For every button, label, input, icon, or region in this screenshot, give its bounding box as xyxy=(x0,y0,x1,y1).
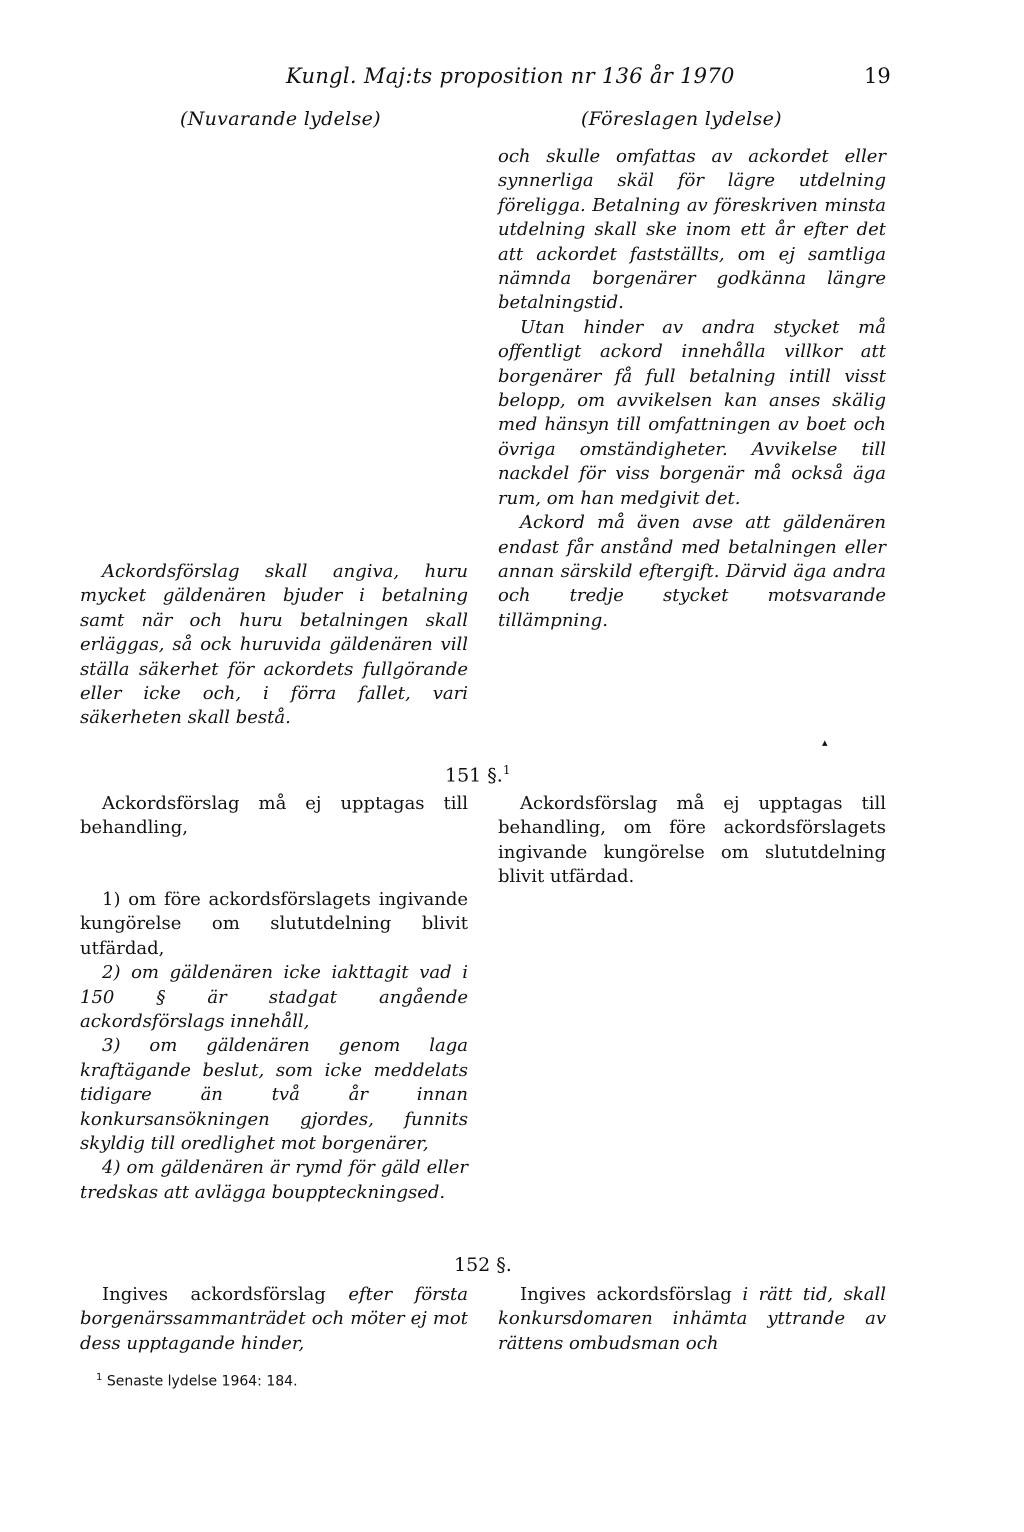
section-152-current-italic: efter första borgenärssammanträdet och möter ej mot dess upptagande hinder, xyxy=(80,1284,468,1354)
section-151-item-1: 1) om före ackordsförslagets ingivande kungörelse om slututdelning blivit utfärdad, xyxy=(80,889,468,959)
right-column-heading: (Föreslagen lydelse) xyxy=(581,108,782,130)
section-151-item-3: 3) om gäldenären genom laga kraftägande beslut, som icke meddelats tidigare än två år innan konkursansökningen gjordes, funnits skyldig till oredlighet mot borgenärer, xyxy=(80,1035,468,1155)
proposed-paragraph-3: Ackord må även avse att gäldenären endast får anstånd med betalningen eller annan särskild eftergift. Därvid äga andra och tredje stycket motsvarande tillämpning. xyxy=(498,512,886,631)
page-header xyxy=(0,64,1024,94)
section-152-current-lead: Ingives ackordsförslag xyxy=(102,1284,349,1305)
current-text-block xyxy=(80,560,468,731)
proposed-paragraph-1: och skulle omfattas av ackordet eller synnerliga skäl för lägre utdelning föreligga. Betalning av föreskriven minsta utdelning skall ske inom ett år efter det att ackordet fastställts, om ej samtliga nämnda borgenärer godkänna längre betalningstid. xyxy=(498,146,886,314)
document-title: Kungl. Maj:ts proposition nr 136 år 1970 xyxy=(286,64,735,88)
section-152-current xyxy=(80,1283,468,1356)
section-151-heading xyxy=(445,763,511,786)
section-152-heading: 152 §. xyxy=(454,1254,512,1276)
section-151-proposed xyxy=(498,792,886,890)
section-152-proposed-lead: Ingives ackordsförslag xyxy=(520,1284,743,1305)
footnote xyxy=(96,1372,298,1390)
section-151-proposed-text: Ackordsförslag må ej upptagas till behandling, om före ackordsförslagets ingivande kungörelse om slututdelning blivit utfärdad. xyxy=(498,793,886,888)
page-number: 19 xyxy=(864,64,891,88)
footnote-text: Senaste lydelse 1964: 184. xyxy=(106,1373,298,1390)
footnote-marker: 1 xyxy=(96,1372,103,1383)
left-column-heading: (Nuvarande lydelse) xyxy=(180,108,381,130)
proposed-paragraph-2: Utan hinder av andra stycket må offentligt ackord innehålla villkor att borgenärer få full betalning intill visst belopp, om avvikelsen kan anses skälig med hänsyn till omfattningen av boet och övriga omständigheter. Avvikelse till nackdel för viss borgenär må också äga rum, om han medgivit det. xyxy=(498,316,886,509)
section-151-current xyxy=(80,792,468,841)
section-151-item-4: 4) om gäldenären är rymd för gäld eller tredskas att avlägga bouppteckningsed. xyxy=(80,1157,468,1203)
section-151-intro: Ackordsförslag må ej upptagas till behandling, xyxy=(80,793,468,839)
section-151-label: 151 §. xyxy=(445,764,503,787)
section-151-item-2: 2) om gäldenären icke iakttagit vad i 150 § är stadgat angående ackordsförslags innehåll, xyxy=(80,962,468,1033)
footnote-reference: 1 xyxy=(502,763,511,777)
section-152-proposed-italic: i rätt tid, skall konkursdomaren inhämta yttrande av rättens ombudsman och xyxy=(498,1284,886,1354)
stray-mark: ▴ xyxy=(822,736,828,749)
section-151-items xyxy=(80,888,468,1205)
section-152-proposed xyxy=(498,1283,886,1356)
proposed-text-block xyxy=(498,145,886,633)
current-paragraph-1: Ackordsförslag skall angiva, huru mycket gäldenären bjuder i betalning samt när och huru betalningen skall erläggas, så ock huruvida gäldenären vill ställa säkerhet för ackordets fullgörande eller icke och, i förra fallet, vari säkerheten skall bestå. xyxy=(80,561,468,729)
